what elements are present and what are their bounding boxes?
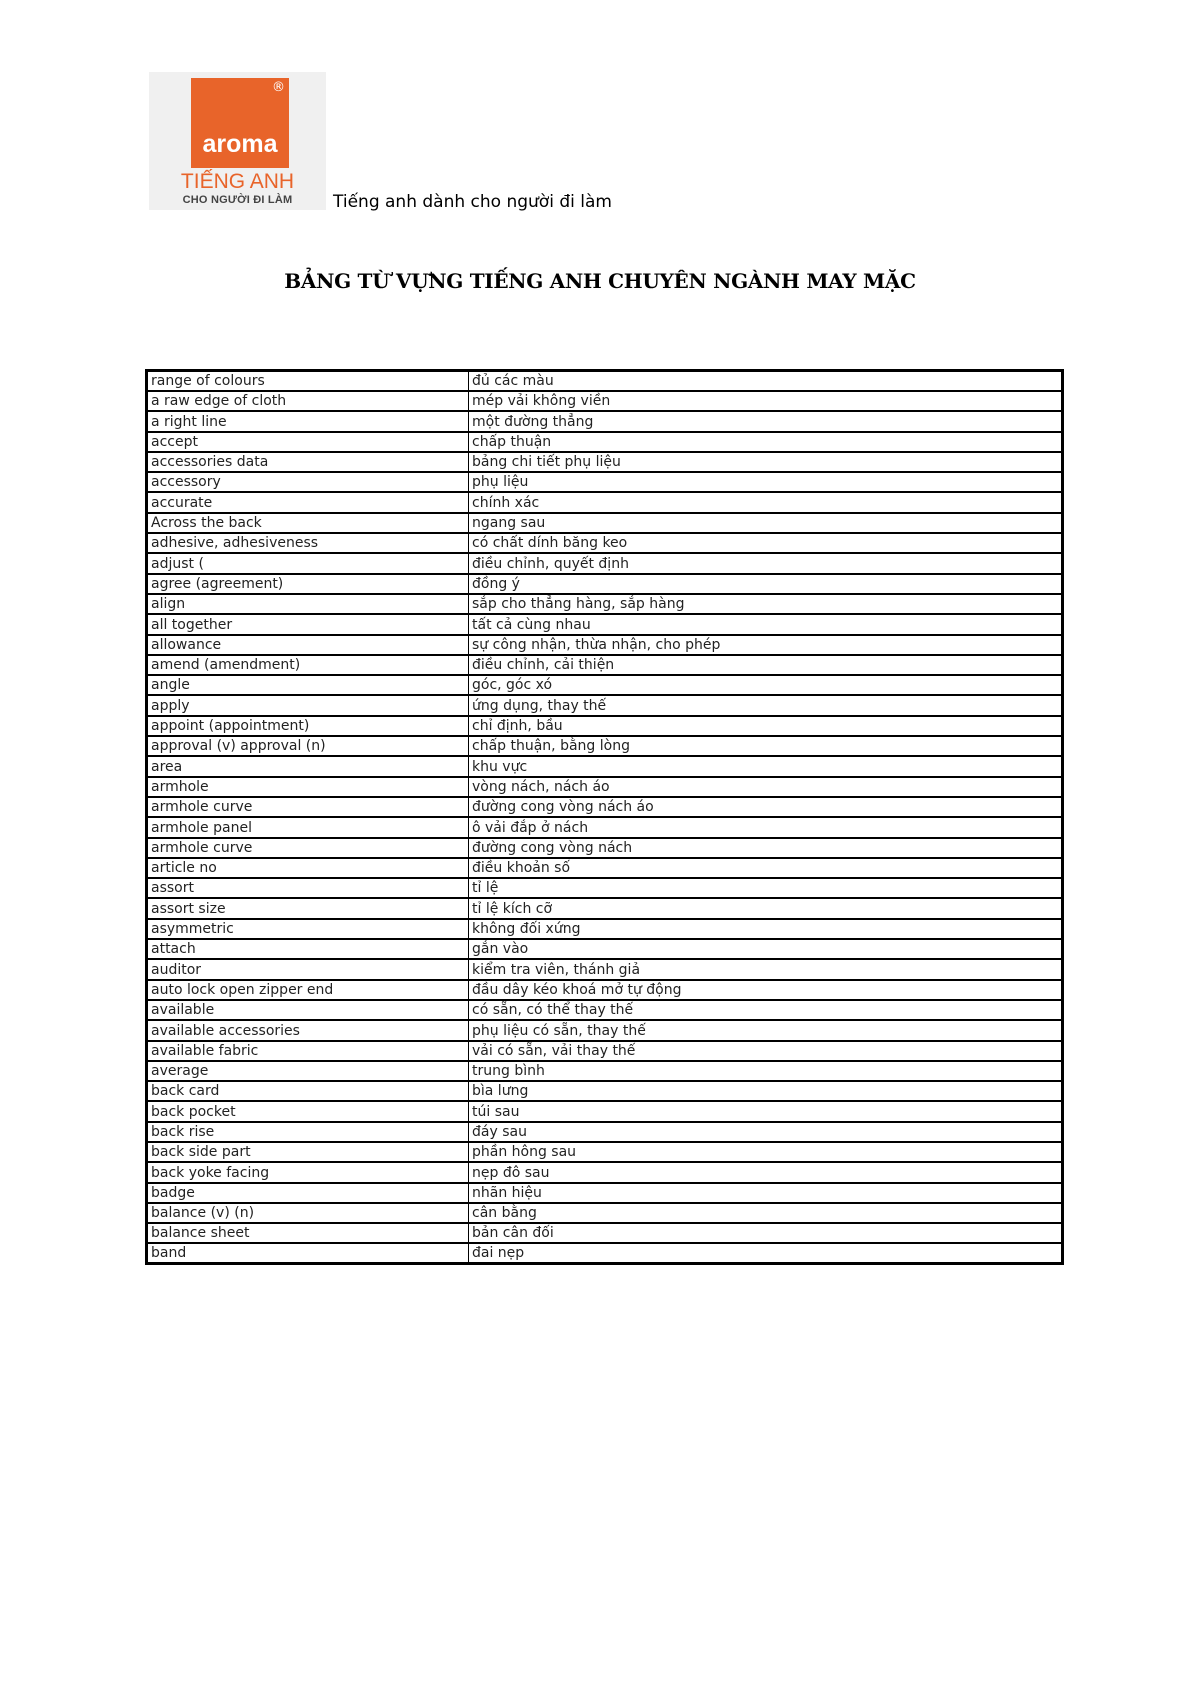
- logo-word: aroma: [202, 130, 278, 158]
- english-term: area: [147, 756, 469, 776]
- vietnamese-meaning: không đối xứng: [469, 919, 1063, 939]
- vietnamese-meaning: một đường thẳng: [469, 411, 1063, 431]
- vocabulary-table-body: [147, 371, 1063, 1264]
- vietnamese-meaning: ứng dụng, thay thế: [469, 695, 1063, 715]
- vietnamese-meaning: đủ các màu: [469, 371, 1063, 392]
- english-term: adhesive, adhesiveness: [147, 533, 469, 553]
- table-row: [147, 1243, 1063, 1264]
- vietnamese-meaning: tỉ lệ kích cỡ: [469, 898, 1063, 918]
- table-row: [147, 371, 1063, 392]
- table-row: [147, 858, 1063, 878]
- english-term: back pocket: [147, 1101, 469, 1121]
- english-term: available: [147, 1000, 469, 1020]
- table-row: [147, 1183, 1063, 1203]
- table-row: [147, 391, 1063, 411]
- table-row: [147, 574, 1063, 594]
- english-term: available accessories: [147, 1020, 469, 1040]
- vietnamese-meaning: đường cong vòng nách áo: [469, 797, 1063, 817]
- english-term: balance sheet: [147, 1223, 469, 1243]
- table-row: [147, 513, 1063, 533]
- table-row: [147, 878, 1063, 898]
- vietnamese-meaning: điều khoản số: [469, 858, 1063, 878]
- table-row: [147, 797, 1063, 817]
- table-row: [147, 898, 1063, 918]
- english-term: asymmetric: [147, 919, 469, 939]
- vietnamese-meaning: nẹp đô sau: [469, 1162, 1063, 1182]
- table-row: [147, 959, 1063, 979]
- table-row: [147, 1122, 1063, 1142]
- vietnamese-meaning: đáy sau: [469, 1122, 1063, 1142]
- table-row: [147, 736, 1063, 756]
- table-row: [147, 1223, 1063, 1243]
- table-row: [147, 756, 1063, 776]
- english-term: armhole curve: [147, 797, 469, 817]
- table-row: [147, 1000, 1063, 1020]
- english-term: accessories data: [147, 452, 469, 472]
- table-row: [147, 1041, 1063, 1061]
- vietnamese-meaning: bảng chi tiết phụ liệu: [469, 452, 1063, 472]
- vietnamese-meaning: khu vực: [469, 756, 1063, 776]
- table-row: [147, 614, 1063, 634]
- table-row: [147, 1020, 1063, 1040]
- vietnamese-meaning: kiểm tra viên, thánh giả: [469, 959, 1063, 979]
- vietnamese-meaning: nhãn hiệu: [469, 1183, 1063, 1203]
- english-term: auditor: [147, 959, 469, 979]
- table-row: [147, 553, 1063, 573]
- vietnamese-meaning: trung bình: [469, 1061, 1063, 1081]
- vietnamese-meaning: túi sau: [469, 1101, 1063, 1121]
- english-term: approval (v) approval (n): [147, 736, 469, 756]
- table-row: [147, 655, 1063, 675]
- table-row: [147, 1162, 1063, 1182]
- english-term: band: [147, 1243, 469, 1264]
- table-row: [147, 1203, 1063, 1223]
- logo-line2: CHO NGƯỜI ĐI LÀM: [182, 194, 293, 206]
- table-row: [147, 1081, 1063, 1101]
- table-row: [147, 533, 1063, 553]
- table-row: [147, 635, 1063, 655]
- logo-orange-block: [191, 78, 289, 168]
- vietnamese-meaning: có chất dính băng keo: [469, 533, 1063, 553]
- vietnamese-meaning: cân bằng: [469, 1203, 1063, 1223]
- english-term: available fabric: [147, 1041, 469, 1061]
- english-term: amend (amendment): [147, 655, 469, 675]
- english-term: apply: [147, 695, 469, 715]
- registered-mark: ®: [272, 80, 285, 95]
- english-term: align: [147, 594, 469, 614]
- vietnamese-meaning: vải có sẵn, vải thay thế: [469, 1041, 1063, 1061]
- table-row: [147, 838, 1063, 858]
- english-term: accessory: [147, 472, 469, 492]
- vietnamese-meaning: ngang sau: [469, 513, 1063, 533]
- english-term: accept: [147, 432, 469, 452]
- vietnamese-meaning: điều chỉnh, cải thiện: [469, 655, 1063, 675]
- vietnamese-meaning: tất cả cùng nhau: [469, 614, 1063, 634]
- vietnamese-meaning: phần hông sau: [469, 1142, 1063, 1162]
- table-row: [147, 411, 1063, 431]
- vietnamese-meaning: đai nẹp: [469, 1243, 1063, 1264]
- english-term: allowance: [147, 635, 469, 655]
- vietnamese-meaning: sắp cho thẳng hàng, sắp hàng: [469, 594, 1063, 614]
- vietnamese-meaning: đường cong vòng nách: [469, 838, 1063, 858]
- table-row: [147, 594, 1063, 614]
- header-tagline: Tiếng anh dành cho người đi làm: [333, 192, 612, 212]
- table-row: [147, 980, 1063, 1000]
- vietnamese-meaning: ô vải đắp ở nách: [469, 817, 1063, 837]
- english-term: back side part: [147, 1142, 469, 1162]
- page-title: BẢNG TỪ VỰNG TIẾNG ANH CHUYÊN NGÀNH MAY MẶC: [284, 269, 916, 293]
- table-row: [147, 472, 1063, 492]
- vietnamese-meaning: mép vải không viền: [469, 391, 1063, 411]
- english-term: adjust (: [147, 553, 469, 573]
- table-row: [147, 452, 1063, 472]
- english-term: Across the back: [147, 513, 469, 533]
- table-row: [147, 919, 1063, 939]
- english-term: average: [147, 1061, 469, 1081]
- english-term: angle: [147, 675, 469, 695]
- vietnamese-meaning: vòng nách, nách áo: [469, 777, 1063, 797]
- vocabulary-table: [145, 369, 1064, 1265]
- english-term: armhole panel: [147, 817, 469, 837]
- english-term: back rise: [147, 1122, 469, 1142]
- vietnamese-meaning: chấp thuận, bằng lòng: [469, 736, 1063, 756]
- logo-line1: TIẾNG ANH: [180, 170, 295, 193]
- table-row: [147, 1101, 1063, 1121]
- table-row: [147, 695, 1063, 715]
- english-term: armhole curve: [147, 838, 469, 858]
- table-row: [147, 1142, 1063, 1162]
- vietnamese-meaning: tỉ lệ: [469, 878, 1063, 898]
- vietnamese-meaning: phụ liệu: [469, 472, 1063, 492]
- vietnamese-meaning: có sẵn, có thể thay thế: [469, 1000, 1063, 1020]
- english-term: accurate: [147, 492, 469, 512]
- vietnamese-meaning: gắn vào: [469, 939, 1063, 959]
- english-term: article no: [147, 858, 469, 878]
- english-term: all together: [147, 614, 469, 634]
- english-term: a raw edge of cloth: [147, 391, 469, 411]
- vietnamese-meaning: góc, góc xó: [469, 675, 1063, 695]
- vietnamese-meaning: đầu dây kéo khoá mở tự động: [469, 980, 1063, 1000]
- english-term: armhole: [147, 777, 469, 797]
- table-row: [147, 675, 1063, 695]
- english-term: assort: [147, 878, 469, 898]
- table-row: [147, 716, 1063, 736]
- english-term: assort size: [147, 898, 469, 918]
- english-term: balance (v) (n): [147, 1203, 469, 1223]
- table-row: [147, 492, 1063, 512]
- vietnamese-meaning: phụ liệu có sẵn, thay thế: [469, 1020, 1063, 1040]
- vietnamese-meaning: chỉ định, bầu: [469, 716, 1063, 736]
- english-term: agree (agreement): [147, 574, 469, 594]
- vietnamese-meaning: sự công nhận, thừa nhận, cho phép: [469, 635, 1063, 655]
- table-row: [147, 939, 1063, 959]
- english-term: back yoke facing: [147, 1162, 469, 1182]
- english-term: range of colours: [147, 371, 469, 392]
- english-term: attach: [147, 939, 469, 959]
- vietnamese-meaning: chính xác: [469, 492, 1063, 512]
- english-term: badge: [147, 1183, 469, 1203]
- english-term: appoint (appointment): [147, 716, 469, 736]
- vietnamese-meaning: điều chỉnh, quyết định: [469, 553, 1063, 573]
- table-row: [147, 777, 1063, 797]
- english-term: auto lock open zipper end: [147, 980, 469, 1000]
- table-row: [147, 432, 1063, 452]
- vietnamese-meaning: chấp thuận: [469, 432, 1063, 452]
- table-row: [147, 1061, 1063, 1081]
- english-term: back card: [147, 1081, 469, 1101]
- english-term: a right line: [147, 411, 469, 431]
- vietnamese-meaning: đồng ý: [469, 574, 1063, 594]
- vietnamese-meaning: bản cân đối: [469, 1223, 1063, 1243]
- aroma-logo: [149, 72, 326, 210]
- table-row: [147, 817, 1063, 837]
- vietnamese-meaning: bìa lưng: [469, 1081, 1063, 1101]
